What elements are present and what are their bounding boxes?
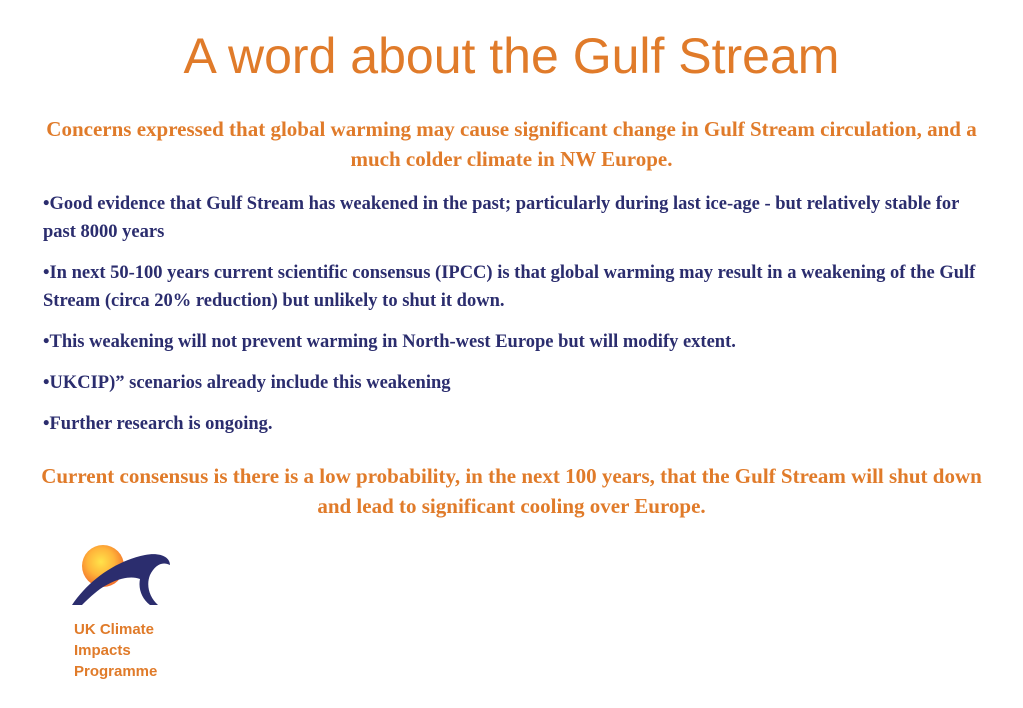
intro-statement: Concerns expressed that global warming may cause significant change in Gulf Stream circulation, and a much colder climate in NW Europe. [46, 117, 977, 171]
conclusion-statement: Current consensus is there is a low probability, in the next 100 years, that the Gulf Stream will shut down and lead to significant cooling over Europe. [41, 464, 982, 518]
bullet-list [43, 190, 988, 451]
logo-text-line: UK Climate [74, 621, 155, 638]
bullet-item: •This weakening will not prevent warming in North-west Europe but will modify extent. [43, 332, 736, 352]
bullet-item: •Further research is ongoing. [43, 414, 273, 434]
slide-title: A word about the Gulf Stream [183, 28, 840, 84]
ukcip-logo-wordmark [74, 619, 157, 682]
bullet-item: •In next 50-100 years current scientific consensus (IPCC) is that global warming may result in a weakening of the Gulf Stream (circa 20% reduction) but unlikely to shut it down. [43, 263, 976, 311]
logo-text-line: Impacts [74, 642, 131, 659]
bullet-item: •UKCIP)” scenarios already include this weakening [43, 373, 451, 393]
logo-text-line: Programme [74, 663, 158, 680]
ukcip-logo-icon [70, 541, 180, 611]
bullet-item: •Good evidence that Gulf Stream has weakened in the past; particularly during last ice-age - but relatively stable for past 8000 years [43, 194, 960, 242]
